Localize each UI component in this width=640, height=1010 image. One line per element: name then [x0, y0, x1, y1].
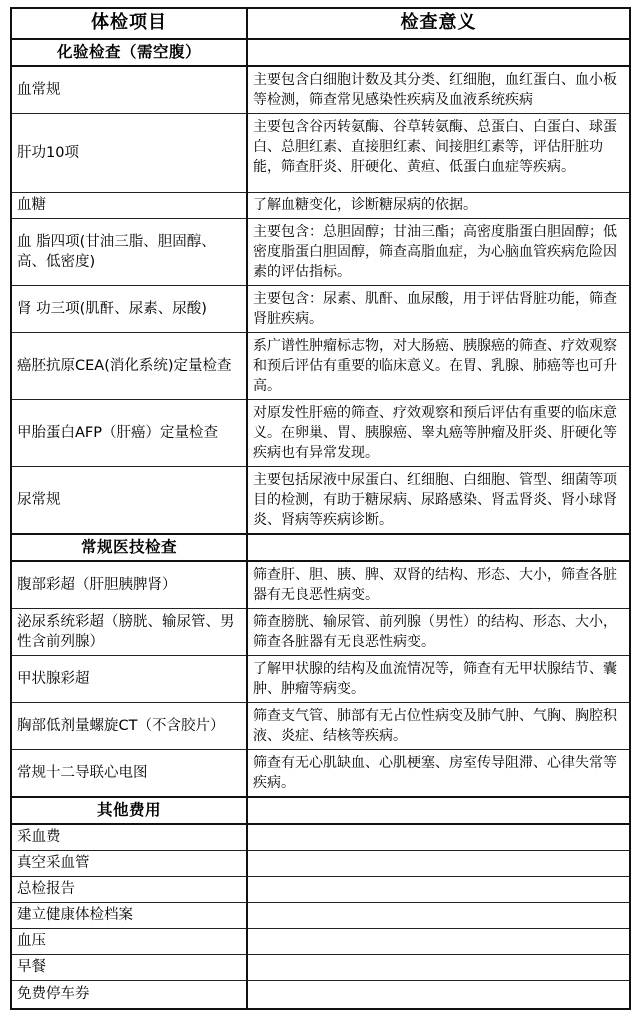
exam-item-meaning: 主要包括尿液中尿蛋白、红细胞、白细胞、管型、细菌等项目的检测，有助于糖尿病、尿路感染、肾盂肾炎、肾小球肾炎、肾病等疾病诊断。: [247, 467, 630, 535]
exam-item-name: 癌胚抗原CEA(消化系统)定量检查: [11, 333, 247, 400]
section-title-other-fees: 其他费用: [11, 797, 247, 824]
physical-exam-table: [10, 7, 631, 1010]
exam-item-name: 真空采血管: [11, 851, 247, 877]
exam-item-meaning: 筛查有无心肌缺血、心肌梗塞、房室传导阻滞、心律失常等疾病。: [247, 750, 630, 798]
table-row: [11, 467, 630, 535]
table-row: [11, 656, 630, 703]
exam-item-name: 血压: [11, 929, 247, 955]
exam-item-meaning: [247, 981, 630, 1009]
exam-item-name: 胸部低剂量螺旋CT（不含胶片）: [11, 703, 247, 750]
exam-item-meaning: [247, 929, 630, 955]
table-row: [11, 114, 630, 193]
exam-item-meaning: 主要包含：总胆固醇；甘油三酯；高密度脂蛋白胆固醇；低密度脂蛋白胆固醇，筛查高脂血症，为心脑血管疾病危险因素的评估指标。: [247, 219, 630, 286]
exam-item-name: 总检报告: [11, 877, 247, 903]
table-row: [11, 703, 630, 750]
table-row: [11, 750, 630, 798]
exam-item-meaning: [247, 824, 630, 851]
table-row: [11, 903, 630, 929]
exam-item-name: 免费停车券: [11, 981, 247, 1009]
table-row: [11, 66, 630, 114]
section-header-row: [11, 797, 630, 824]
exam-item-meaning: 了解血糖变化，诊断糖尿病的依据。: [247, 193, 630, 219]
exam-item-name: 血常规: [11, 66, 247, 114]
exam-item-meaning: 主要包含白细胞计数及其分类、红细胞，血红蛋白、血小板等检测，筛查常见感染性疾病及血液系统疾病: [247, 66, 630, 114]
section-header-row: [11, 39, 630, 66]
exam-item-meaning: 主要包含谷丙转氨酶、谷草转氨酶、总蛋白、白蛋白、球蛋白、总胆红素、直接胆红素、间接胆红素等，评估肝脏功能，筛查肝炎、肝硬化、黄疸、低蛋白血症等疾病。: [247, 114, 630, 193]
exam-item-name: 肾 功三项(肌酐、尿素、尿酸): [11, 286, 247, 333]
exam-item-meaning: 了解甲状腺的结构及血流情况等，筛查有无甲状腺结节、囊肿、肿瘤等病变。: [247, 656, 630, 703]
section-meaning-empty-imaging: [247, 534, 630, 561]
section-title-lab: 化验检查（需空腹）: [11, 39, 247, 66]
exam-item-meaning: 系广谱性肿瘤标志物，对大肠癌、胰腺癌的筛查、疗效观察和预后评估有重要的临床意义。在胃、乳腺、肺癌等也可升高。: [247, 333, 630, 400]
section-meaning-empty-other: [247, 797, 630, 824]
exam-item-meaning: 对原发性肝癌的筛查、疗效观察和预后评估有重要的临床意义。在卵巢、胃、胰腺癌、睾丸癌等肿瘤及肝炎、肝硬化等疾病也有异常发现。: [247, 400, 630, 467]
table-row: [11, 981, 630, 1009]
table-row: [11, 561, 630, 609]
exam-item-name: 甲状腺彩超: [11, 656, 247, 703]
table-row: [11, 609, 630, 656]
exam-item-name: 血 脂四项(甘油三脂、胆固醇、高、低密度): [11, 219, 247, 286]
exam-item-meaning: [247, 851, 630, 877]
table-row: [11, 877, 630, 903]
exam-item-name: 肝功10项: [11, 114, 247, 193]
table-header-row: [11, 8, 630, 39]
table-row: [11, 219, 630, 286]
table-row: [11, 824, 630, 851]
section-meaning-empty-lab: [247, 39, 630, 66]
table-row: [11, 333, 630, 400]
section-title-imaging: 常规医技检查: [11, 534, 247, 561]
column-header-meaning: 检查意义: [247, 8, 630, 39]
exam-item-meaning: 筛查支气管、肺部有无占位性病变及肺气肿、气胸、胸腔积液、炎症、结核等疾病。: [247, 703, 630, 750]
exam-item-name: 建立健康体检档案: [11, 903, 247, 929]
exam-item-meaning: 主要包含：尿素、肌酐、血尿酸，用于评估肾脏功能，筛查肾脏疾病。: [247, 286, 630, 333]
exam-item-name: 采血费: [11, 824, 247, 851]
exam-item-name: 早餐: [11, 955, 247, 981]
table-row: [11, 955, 630, 981]
table-row: [11, 400, 630, 467]
exam-item-name: 泌尿系统彩超（膀胱、输尿管、男性含前列腺）: [11, 609, 247, 656]
exam-item-name: 常规十二导联心电图: [11, 750, 247, 798]
exam-item-meaning: 筛查肝、胆、胰、脾、双肾的结构、形态、大小，筛查各脏器有无良恶性病变。: [247, 561, 630, 609]
table-row: [11, 286, 630, 333]
exam-item-name: 血糖: [11, 193, 247, 219]
column-header-item: 体检项目: [11, 8, 247, 39]
exam-item-name: 尿常规: [11, 467, 247, 535]
table-row: [11, 851, 630, 877]
exam-item-meaning: [247, 955, 630, 981]
exam-item-name: 甲胎蛋白AFP（肝癌）定量检查: [11, 400, 247, 467]
table-row: [11, 929, 630, 955]
section-header-row: [11, 534, 630, 561]
exam-item-meaning: [247, 877, 630, 903]
table-row: [11, 193, 630, 219]
exam-item-meaning: [247, 903, 630, 929]
exam-item-meaning: 筛查膀胱、输尿管、前列腺（男性）的结构、形态、大小，筛查各脏器有无良恶性病变。: [247, 609, 630, 656]
exam-item-name: 腹部彩超（肝胆胰脾肾）: [11, 561, 247, 609]
